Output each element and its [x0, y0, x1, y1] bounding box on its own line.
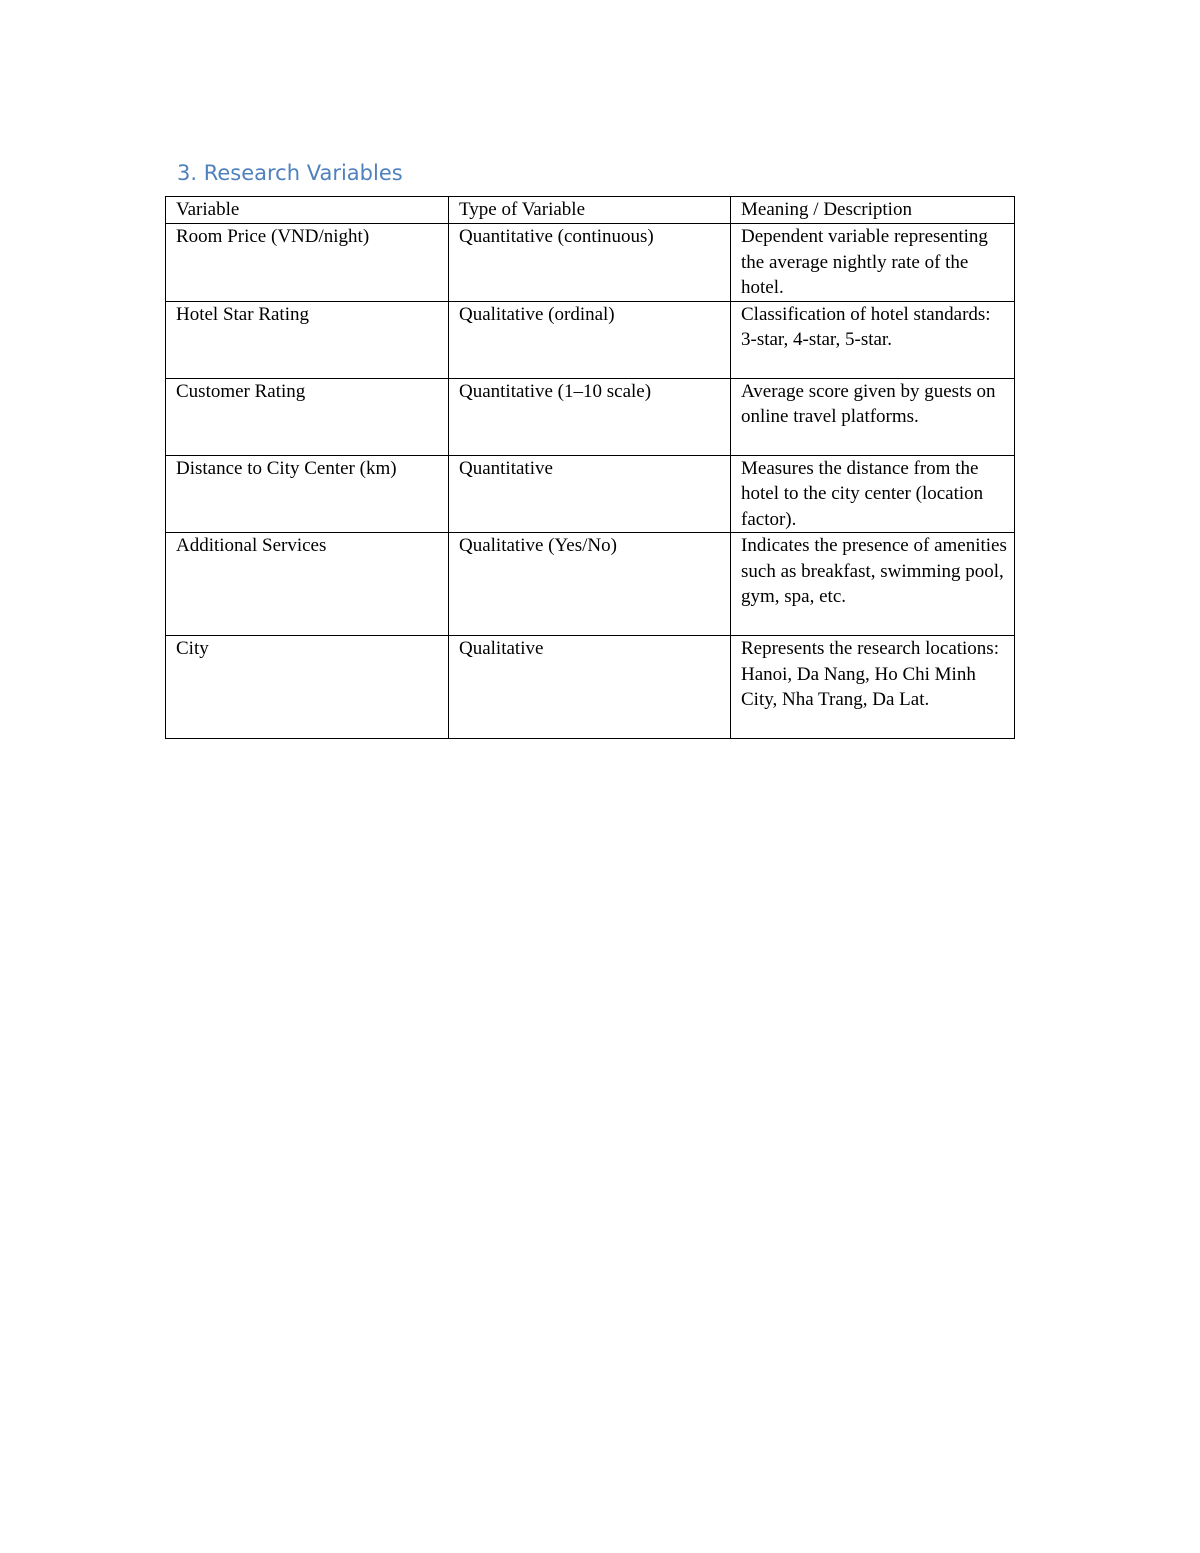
cell-type: Quantitative (continuous)	[449, 224, 731, 302]
section-heading: 3. Research Variables	[177, 161, 403, 185]
cell-type: Qualitative (ordinal)	[449, 301, 731, 378]
column-header-description: Meaning / Description	[731, 197, 1015, 224]
cell-description: Indicates the presence of amenities such as breakfast, swimming pool, gym, spa, etc.	[731, 533, 1015, 636]
cell-variable: City	[166, 636, 449, 739]
cell-description: Measures the distance from the hotel to the city center (location factor).	[731, 455, 1015, 533]
cell-description: Classification of hotel standards: 3-star, 4-star, 5-star.	[731, 301, 1015, 378]
cell-type: Quantitative (1–10 scale)	[449, 378, 731, 455]
cell-type: Quantitative	[449, 455, 731, 533]
cell-description: Average score given by guests on online travel platforms.	[731, 378, 1015, 455]
cell-type: Qualitative (Yes/No)	[449, 533, 731, 636]
cell-variable: Room Price (VND/night)	[166, 224, 449, 302]
cell-variable: Additional Services	[166, 533, 449, 636]
cell-description: Dependent variable representing the average nightly rate of the hotel.	[731, 224, 1015, 302]
column-header-type: Type of Variable	[449, 197, 731, 224]
table-row	[166, 455, 1015, 533]
column-header-variable: Variable	[166, 197, 449, 224]
cell-description: Represents the research locations: Hanoi, Da Nang, Ho Chi Minh City, Nha Trang, Da Lat.	[731, 636, 1015, 739]
table-row	[166, 533, 1015, 636]
table-row	[166, 224, 1015, 302]
cell-variable: Customer Rating	[166, 378, 449, 455]
cell-type: Qualitative	[449, 636, 731, 739]
research-variables-table	[165, 196, 1015, 739]
cell-variable: Distance to City Center (km)	[166, 455, 449, 533]
cell-variable: Hotel Star Rating	[166, 301, 449, 378]
table-row	[166, 636, 1015, 739]
table-row	[166, 301, 1015, 378]
table-header-row	[166, 197, 1015, 224]
table-row	[166, 378, 1015, 455]
